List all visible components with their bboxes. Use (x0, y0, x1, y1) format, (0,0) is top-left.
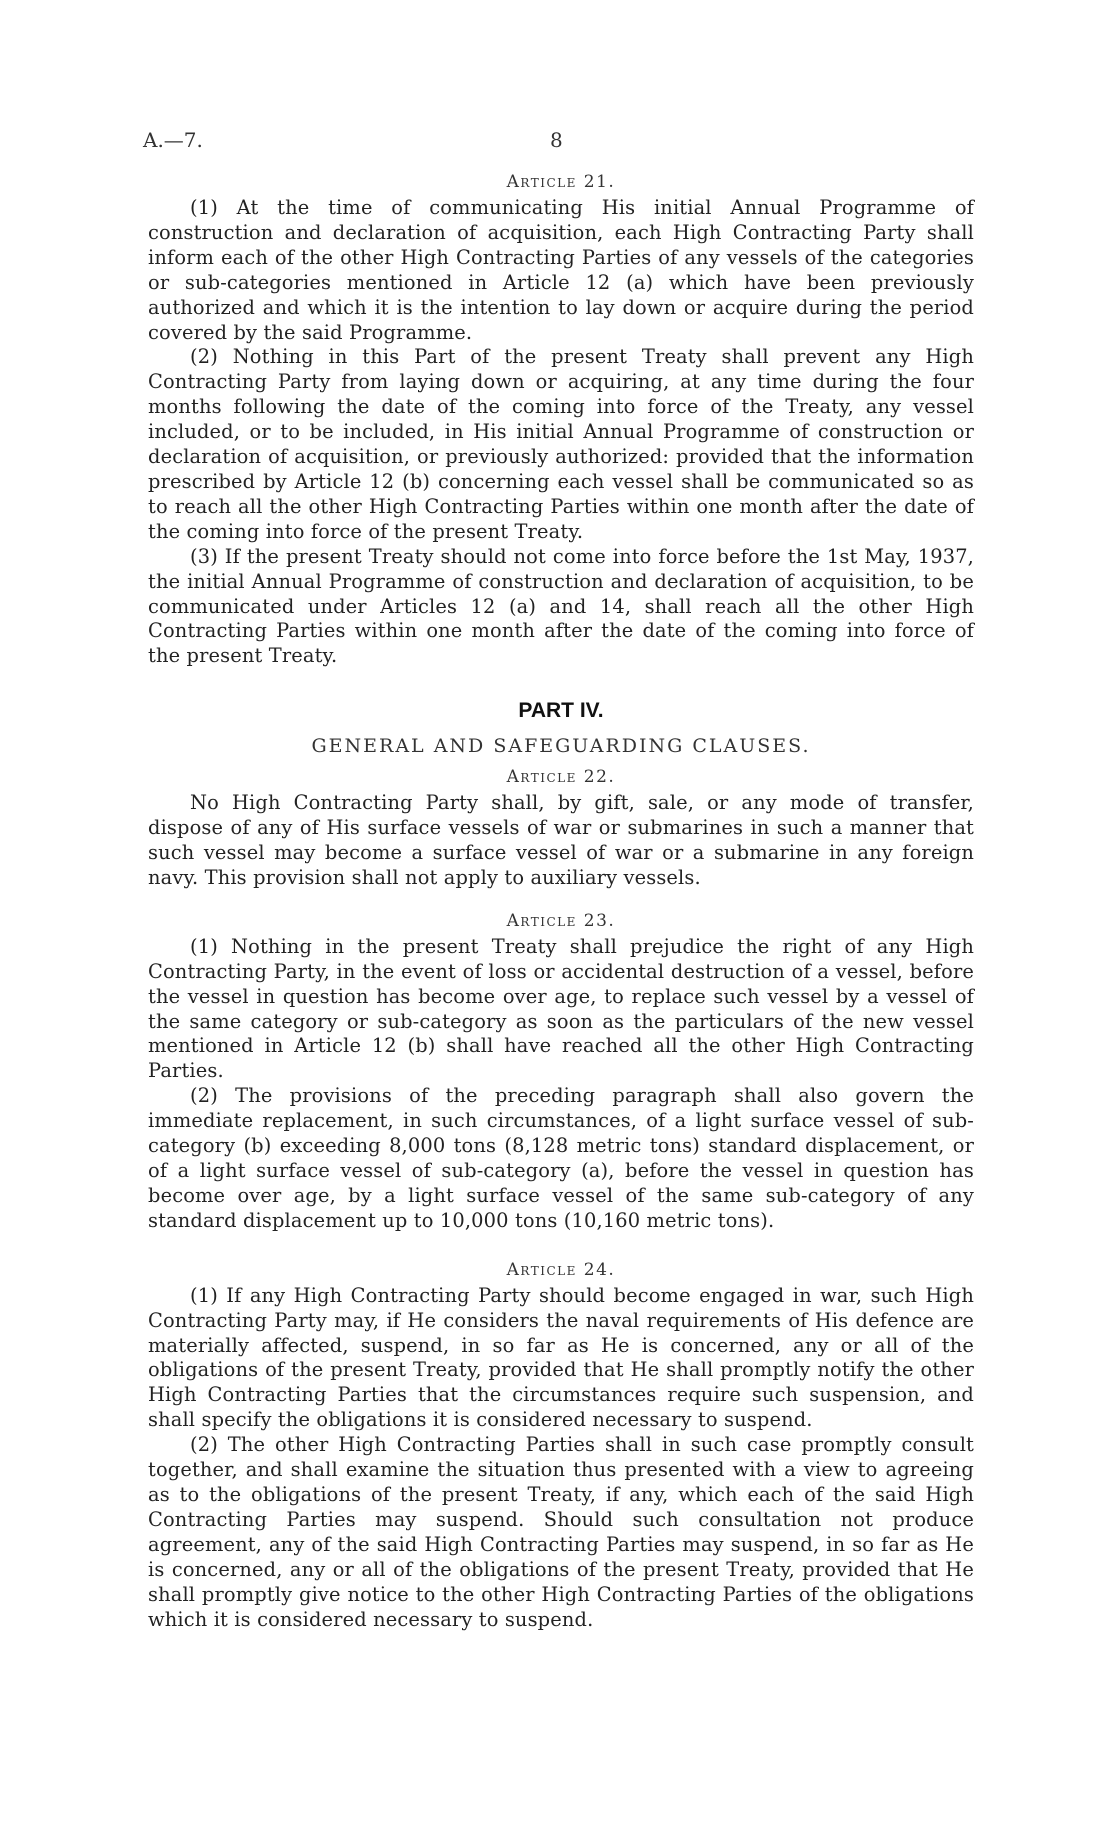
article-22-paragraph-1: No High Contracting Party shall, by gift, sale, or any mode of transfer, dispose of any of His surface vessels of war or submarines in such a manner that such vessel may become a surface vessel of war or a submarine in any foreign navy. This provision shall not apply to auxiliary vessels. (148, 791, 974, 889)
article-21 (148, 172, 974, 669)
article-21-heading: Article 21. (506, 172, 616, 192)
article-21-paragraph-1: (1) At the time of communicating His initial Annual Programme of construction and declaration of acquisition, each High Contracting Party shall inform each of the other High Contracting Parties of any vessels of the categories or sub-categories mentioned in Article 12 (a) which have been previously authorized and which it is the intention to lay down or acquire during the period covered by the said Programme. (148, 196, 974, 344)
article-23-paragraph-2: (2) The provisions of the preceding paragraph shall also govern the immediate replacement, in such circumstances, of a light surface vessel of sub-category (b) exceeding 8,000 tons (8,128 metric tons) standard displacement, or of a light surface vessel of sub-category (a), before the vessel in question has become over age, by a light surface vessel of the same sub-category of any standard displacement up to 10,000 tons (10,160 metric tons). (148, 1084, 974, 1232)
article-23 (148, 911, 974, 1234)
page-number: 8 (550, 128, 563, 152)
text-column (148, 172, 974, 1632)
part-subtitle: GENERAL AND SAFEGUARDING CLAUSES. (311, 735, 811, 758)
article-24-heading: Article 24. (506, 1259, 616, 1280)
article-22 (148, 767, 974, 891)
part-heading: PART IV. (518, 699, 604, 723)
article-24-paragraph-2: (2) The other High Contracting Parties shall in such case promptly consult together, and shall examine the situation thus presented with a view to agreeing as to the obligations of the present Treaty, if any, which each of the said High Contracting Parties may suspend. Should such consultation not produce agreement, any of the said High Contracting Parties may suspend, in so far as He is concerned, any or all of the obligations of the present Treaty, provided that He shall promptly give notice to the other High Contracting Parties of the obligations which it is considered necessary to suspend. (148, 1433, 974, 1631)
document-reference: A.—7. (143, 128, 203, 152)
spacer (148, 891, 974, 911)
article-22-heading: Article 22. (506, 767, 616, 788)
article-21-paragraph-3: (3) If the present Treaty should not come into force before the 1st May, 1937, the initial Annual Programme of construction and declaration of acquisition, to be communicated under Articles 12 (a) and 14, shall reach all the other High Contracting Parties within one month after the date of the coming into force of the present Treaty. (148, 544, 974, 668)
article-21-paragraph-2: (2) Nothing in this Part of the present Treaty shall prevent any High Contracting Party from laying down or acquiring, at any time during the four months following the date of the coming into force of the Treaty, any vessel included, or to be included, in His initial Annual Programme of construction or declaration of acquisition, or previously authorized: provided that the information prescribed by Article 12 (b) concerning each vessel shall be communicated so as to reach all the other High Contracting Parties within one month after the date of the coming into force of the present Treaty. (148, 345, 974, 543)
article-24 (148, 1260, 974, 1633)
article-24-paragraph-1: (1) If any High Contracting Party should become engaged in war, such High Contracting Party may, if He considers the naval requirements of His defence are materially affected, suspend, in so far as He is concerned, any or all of the obligations of the present Treaty, provided that He shall promptly notify the other High Contracting Parties that the circumstances require such suspension, and shall specify the obligations it is considered necessary to suspend. (148, 1283, 974, 1432)
article-23-paragraph-1: (1) Nothing in the present Treaty shall prejudice the right of any High Contracting Party, in the event of loss or accidental destruction of a vessel, before the vessel in question has become over age, to replace such vessel by a vessel of the same category or sub-category as soon as the particulars of the new vessel mentioned in Article 12 (b) shall have reached all the other High Contracting Parties. (148, 934, 974, 1083)
article-23-heading: Article 23. (506, 910, 616, 931)
spacer (148, 1234, 974, 1260)
